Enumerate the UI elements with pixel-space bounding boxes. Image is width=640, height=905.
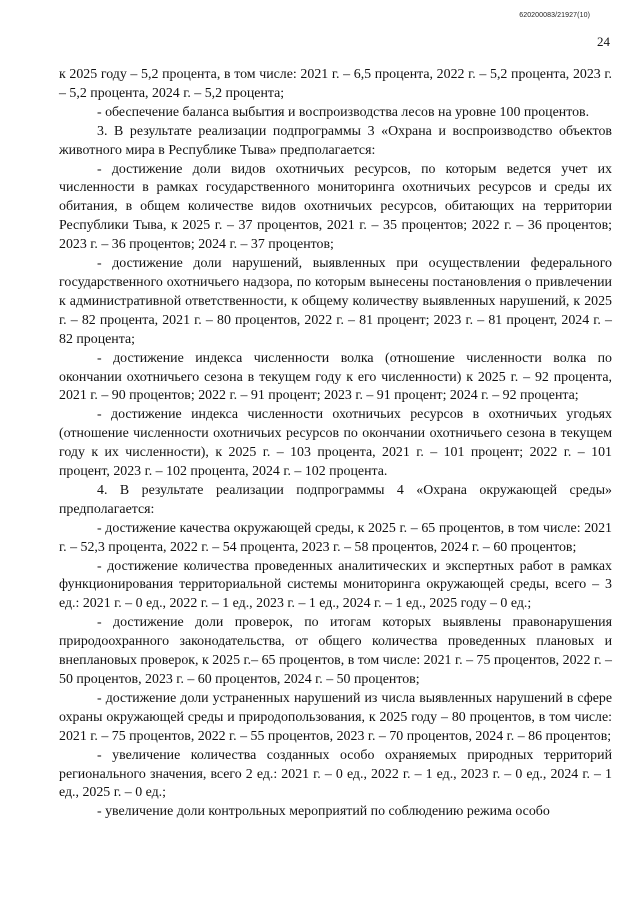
paragraph-subprogram-4: 4. В результате реализации подпрограммы 4 «Охрана окружающей среды» предполагается: (59, 482, 612, 517)
list-item-wolf-index: - достижение индекса численности волка (отношение численности волка по окончании охотничьего сезона в текущем году к его численности) к 2025 г. – 92 процента, 2021 г. – 90 процентов; 2022 г. – 91 процент; 2023 г. – 91 процент; 2024 г. – 92 процента; (59, 350, 612, 404)
paragraph-subprogram-3: 3. В результате реализации подпрограммы 3 «Охрана и воспроизводство объектов животного мира в Республике Тыва» предполагается: (59, 123, 612, 158)
document-code: 620200083/21927(10) (519, 12, 590, 19)
list-item-monitoring-works: - достижение количества проведенных аналитических и экспертных работ в рамках функционирования территориальной системы мониторинга окружающей среды, всего – 3 ед.: 2021 г. – 0 ед., 2022 г. – 1 ед., 2023 г. – 1 ед., 2024 г. – 1 ед., 2025 году – 0 ед.; (59, 558, 612, 612)
page-number: 24 (597, 34, 610, 49)
list-item-control-measures: - увеличение доли контрольных мероприятий по соблюдению режима особо (97, 804, 550, 820)
list-item-protected-areas: - увеличение количества созданных особо охраняемых природных территорий регионального значения, всего 2 ед.: 2021 г. – 0 ед., 2022 г. – 1 ед., 2023 г. – 0 ед., 2024 г. – 1 ед., 2025 г. – 0 ед.; (59, 747, 612, 801)
paragraph-continuation: к 2025 году – 5,2 процента, в том числе: 2021 г. – 6,5 процента, 2022 г. – 5,2 процента, 2023 г. – 5,2 процента, 2024 г. – 5,2 процента; (59, 67, 612, 101)
list-item-hunting-resources-index: - достижение индекса численности охотничьих ресурсов в охотничьих угодьях (отношение численности охотничьих ресурсов по окончании охотничьего сезона в текущем году к их численности), к 2025 г. – 103 процента, 2021 г. – 101 процент; 2022 г. – 101 процент, 2023 г. – 102 процента, 2024 г. – 102 процента. (59, 407, 612, 480)
list-item-environment-quality: - достижение качества окружающей среды, к 2025 г. – 65 процентов, в том числе: 2021 г. – 52,3 процента, 2022 г. – 54 процента, 2023 г. – 58 процентов, 2024 г. – 60 процентов; (59, 520, 612, 555)
body-text (59, 66, 612, 822)
list-item-hunting-species: - достижение доли видов охотничьих ресурсов, по которым ведется учет их численности в рамках государственного мониторинга охотничьих ресурсов и среды их обитания, в общем количестве видов охотничьих ресурсов, обитающих на территории Республики Тыва, к 2025 г. – 37 процентов, 2021 г. – 35 процентов; 2022 г. – 36 процентов; 2023 г. – 36 процентов; 2024 г. – 37 процентов; (59, 161, 612, 253)
list-item-forest-balance: - обеспечение баланса выбытия и воспроизводства лесов на уровне 100 процентов. (97, 104, 590, 120)
list-item-inspections: - достижение доли проверок, по итогам которых выявлены правонарушения природоохранного законодательства, от общего количества проведенных плановых и внеплановых проверок, к 2025 г.– 65 процентов, в том числе: 2021 г. – 75 процентов, 2022 г. – 50 процентов, 2023 г. – 60 процентов, 2024 г. – 50 процентов; (59, 615, 612, 687)
list-item-violations: - достижение доли нарушений, выявленных при осуществлении федерального государственного охотничьего надзора, по которым вынесены постановления о привлечении к административной ответственности, к общему количеству выявленных нарушений, к 2025 г. – 82 процента, 2021 г. – 80 процентов, 2022 г. – 81 процент; 2023 г. – 81 процент, 2024 г. – 82 процента; (59, 256, 612, 347)
list-item-eliminated-violations: - достижение доли устраненных нарушений из числа выявленных нарушений в сфере охраны окружающей среды и природопользования, к 2025 году – 80 процентов, в том числе: 2021 г. – 75 процентов, 2022 г. – 55 процентов, 2023 г. – 70 процентов, 2024 г. – 86 процентов; (59, 690, 612, 744)
